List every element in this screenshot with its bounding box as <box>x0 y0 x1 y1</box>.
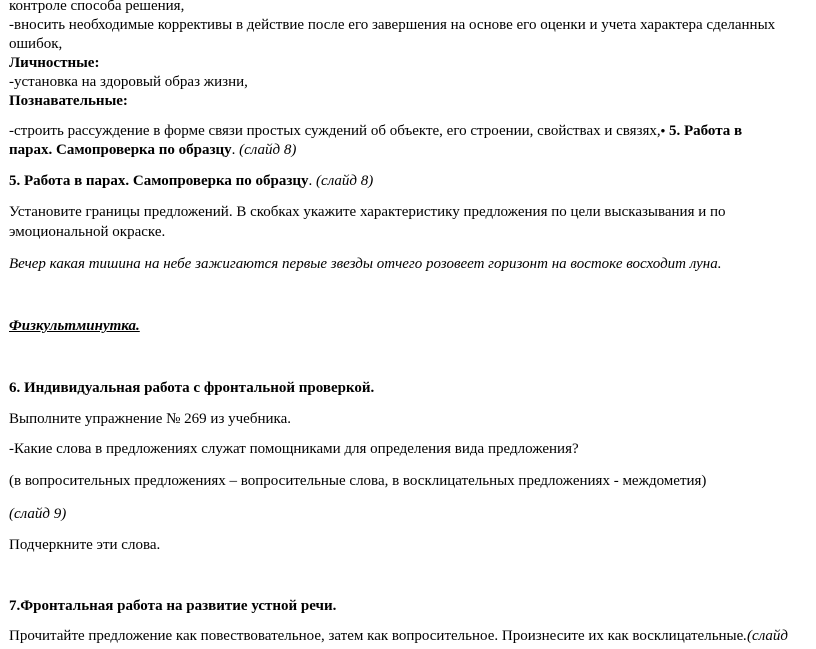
section-heading-oral-speech: 7.Фронтальная работа на развитие устной речи. <box>9 598 337 614</box>
text-line: Подчеркните эти слова. <box>9 537 161 553</box>
text-line <box>9 122 742 140</box>
text-span: парах. Самопроверка по образцу <box>9 142 232 158</box>
text-line: ошибок, <box>9 36 63 52</box>
slide-ref: (слайд 9) <box>9 506 67 522</box>
text-span: . <box>308 173 317 189</box>
example-sentence: Вечер какая тишина на небе зажигаются первые звезды отчего розовеет горизонт на востоке восходит луна. <box>9 256 722 272</box>
text-line: эмоциональной окраске. <box>9 224 166 240</box>
slide-ref: (слайд 8) <box>239 142 297 158</box>
section-heading-personal: Личностные: <box>9 55 100 71</box>
text-line: -Какие слова в предложениях служат помощниками для определения вида предложения? <box>9 441 579 457</box>
section-heading-pair-work <box>9 172 373 190</box>
text-line: Выполните упражнение № 269 из учебника. <box>9 411 291 427</box>
bullet-icon: • <box>660 123 666 138</box>
text-line: -установка на здоровый образ жизни, <box>9 74 248 90</box>
section-heading-exercise-break: Физкультминутка. <box>9 318 140 334</box>
slide-ref: (слайд 8) <box>316 173 374 189</box>
text-span: -строить рассуждение в форме связи простых суждений об объекте, его строении, свойствах и связях, <box>9 123 661 139</box>
text-line: Установите границы предложений. В скобках укажите характеристику предложения по цели высказывания и по <box>9 204 726 220</box>
text-line <box>9 627 788 645</box>
slide-ref: .(слайд <box>743 628 789 644</box>
text-span: 5. Работа в <box>665 123 743 139</box>
text-span: Прочитайте предложение как повествовательное, затем как вопросительное. Произнесите их как восклицательные <box>9 628 744 644</box>
section-heading-cognitive: Познавательные: <box>9 93 128 109</box>
text-line: (в вопросительных предложениях – вопросительные слова, в восклицательных предложениях - междометия) <box>9 473 707 489</box>
text-line <box>9 141 296 159</box>
section-heading-individual-work: 6. Индивидуальная работа с фронтальной проверкой. <box>9 380 375 396</box>
text-line: контроле способа решения, <box>9 0 185 14</box>
text-span: 5. Работа в парах. Самопроверка по образцу <box>9 173 309 189</box>
text-span: . <box>231 142 240 158</box>
text-line: -вносить необходимые коррективы в действие после его завершения на основе его оценки и учета характера сделанных <box>9 17 776 33</box>
